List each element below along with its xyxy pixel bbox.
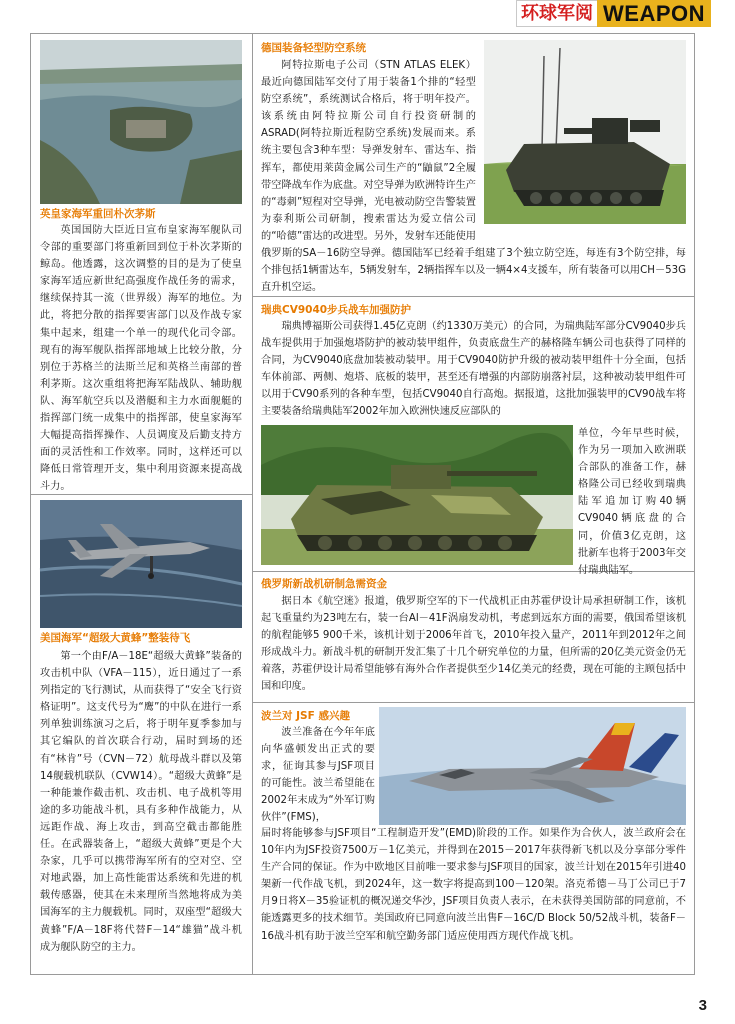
jsf-body-bottom: 届时将能够参与JSF项目“工程制造开发”(EMD)阶段的工作。如果作为合伙人，波兰政府会在10年内为JSF投资7500万－1亿美元，并得到在2015－2017年获得新飞机以及分享部分零件生产合同的保证。作为中欧地区目前唯一要求参与JSF项目的国家，波兰计划在2015年引进40架新一代作战飞机，到2024年，这一数字将提高到100－120架。洛克希德－马丁公司已于7月9日将X－35验证机的概况递交华沙，JSF项目负责人表示，在未获得美国防部的同意前，不能透露更多的技术细节。美国政府已同意向波兰出售F－16C/D Block 50/52战斗机，装备F－16战斗机有助于波兰空军和航空勤务部门适应使用西方现代作战飞机。 — [261, 828, 686, 942]
photo-cv9040 — [261, 425, 573, 565]
masthead-cn: 环球军阅 — [516, 0, 597, 27]
jsf-article-bottom — [261, 825, 686, 969]
sweden-title: 瑞典CV9040步兵战车加强防护 — [261, 304, 412, 316]
uk-article — [40, 222, 242, 492]
germany-article — [261, 57, 686, 293]
jsf-article-side — [261, 724, 375, 824]
masthead — [516, 0, 711, 27]
russia-title: 俄罗斯新战机研制急需资金 — [261, 578, 387, 590]
column-divider — [252, 33, 253, 975]
divider-h3 — [252, 702, 695, 703]
russia-body: 据日本《航空迷》报道，俄罗斯空军的下一代战机正由苏霍伊设计局承担研制工作，该机起飞重量约为23吨左右，装一台Al－41F涡扇发动机，考虑到远东方面的需要，俄国希望该机的航程能够5 900千米，该机计划于2006年首飞，2010年投入量产，2011年到2012年之间形成战斗力。新战斗机的研制开发汇集了十几个研究单位的力量，但所需的20亿美元资金仍无着落，苏霍伊设计局希望能够有海外合作者提供至少14亿美元的经费，现在可能的主顾包括中国和印度。 — [261, 596, 686, 693]
us-article — [40, 648, 242, 970]
page-number: 3 — [698, 997, 707, 1014]
sweden-article-top — [261, 318, 686, 425]
germany-title: 德国装备轻型防空系统 — [261, 42, 366, 54]
sweden-article-side — [578, 425, 686, 576]
germany-body: 阿特拉斯电子公司（STN ATLAS ELEK）最近向德国陆军交付了用于装备1个排的“轻型防空系统”，系统测试合格后，将于明年投产。该系统由阿特拉斯公司自行投资研制的ASRAD(阿特拉斯近程防空系统)发展而来。系统主要包含3种车型：导弹发射车、雷达车、指挥车，都使用莱茵金属公司生产的“鼬鼠”2全履带空降战车作为底盘。对空导弹为欧洲特许生产的“毒刺”短程对空导弹，光电被动防空告警装置为泰利斯公司研制，搜索雷达为爱立信公司的“哈德”雷达的改进型。另外，发射车还能使用俄罗斯的SA－16防空导弹。德国陆军已经着手组建了3个独立防空连，每连有3个防空排，每个排包括1辆雷达车，5辆发射车，2辆指挥车以及一辆4×4支援车，所有装备可以用CH－53G直升机空运。 — [261, 60, 686, 294]
sweden-body-side: 单位，今年早些时候，作为另一项加入欧洲联合部队的准备工作，赫格隆公司已经收到瑞典陆军追加订购40辆CV9040辆底盘的合同，价值3亿克朗，这批新车也将于2003年交付瑞典陆军。 — [578, 428, 686, 576]
photo-portsmouth-aerial — [40, 40, 242, 204]
uk-caption: 英皇家海军重回朴次茅斯 — [40, 208, 156, 220]
jsf-title: 波兰对 JSF 感兴趣 — [261, 710, 350, 722]
photo-super-hornet — [40, 500, 242, 628]
us-body: 第一个由F/A－18E“超级大黄蜂”装备的攻击机中队（VFA－115），近日通过了一系列指定的飞行测试，从而获得了“安全飞行资格证明”。这支代号为“鹰”的中队在进行一系列单独训练演习之后，将于明年夏季参加与其它编队的首次联合行动，届时到场的还有“林肯”号（CVN－72）航母战斗群以及第14舰载机联队（CVW14）。“超级大黄蜂”是一种能兼作截击机、攻击机、电子战机等用途的多功能战斗机，具有多种作战能力，从远距作战、海上攻击，到高空截击都能胜任。在武器装备上，“超级大黄蜂”更是个大杂家，几乎可以携带海军所有的空对空、空对地武器，加上高性能雷达系统和先进的机载传感器，使其在未来理所当然地将成为美国海军的主力舰载机。同时，双座型“超级大黄蜂”F/A－18F将代替F－14“雄猫”战斗机成为舰队防空的主力。 — [40, 651, 242, 953]
masthead-en: WEAPON — [597, 0, 711, 27]
photo-asrad-vehicle — [484, 40, 686, 224]
photo-x35 — [379, 707, 686, 825]
sweden-body-top: 瑞典博福斯公司获得1.45亿克朗（约1330万美元）的合同，为瑞典陆军部分CV9040步兵战车提供用于加强炮塔防护的被动装甲组件，负责底盘生产的赫格隆车辆公司也获得了同样的合同，为CV9040底盘加装被动装甲。用于CV9040防护升级的被动装甲组件十分全面，包括车体前部、两侧、炮塔、底板的装甲，甚至还有增强的内部防崩落衬层，这种被动装甲组件可以用于CV90系列的各种车型，包括CV9040自行高炮。据报道，这批加强装甲的CV90战车将主要装备给瑞典陆军2002年加入欧洲快速反应部队的 — [261, 321, 686, 418]
uk-body: 英国国防大臣近日宣布皇家海军舰队司令部的重要部门将重新回到位于朴次茅斯的鲸岛。他透露，这次调整的目的是为了使皇家海军适应新世纪高强度作战任务的需求，继续保持其一流（世界级）海军的地位。为此，将把分散的指挥要害部门以及作战专家集中起来，组建一个单一的现代化司令部。现有的海军舰队指挥部地域上比较分散，分别位于苏格兰的法斯兰尼和英格兰南部的普利茅斯。这次重组将把海军陆战队、辅助舰队、海军航空兵以及潜艇和主力水面舰艇的指挥部门统一成集中的指挥部，使皇家海军大幅提高指挥操作、人员调度及后勤支持方面的灵活性和工作效率。同时，这样还可以降低日常管理开支，集中利用资源来提高战斗力。 — [40, 225, 242, 493]
russia-article — [261, 593, 686, 699]
jsf-body-side: 波兰准备在今年年底向华盛顿发出正式的要求，征询其参与JSF项目的可能性。波兰希望能在2002年末成为“外军订购伙伴”(FMS)， — [261, 727, 375, 824]
us-caption: 美国海军“超级大黄蜂”整装待飞 — [40, 632, 191, 644]
